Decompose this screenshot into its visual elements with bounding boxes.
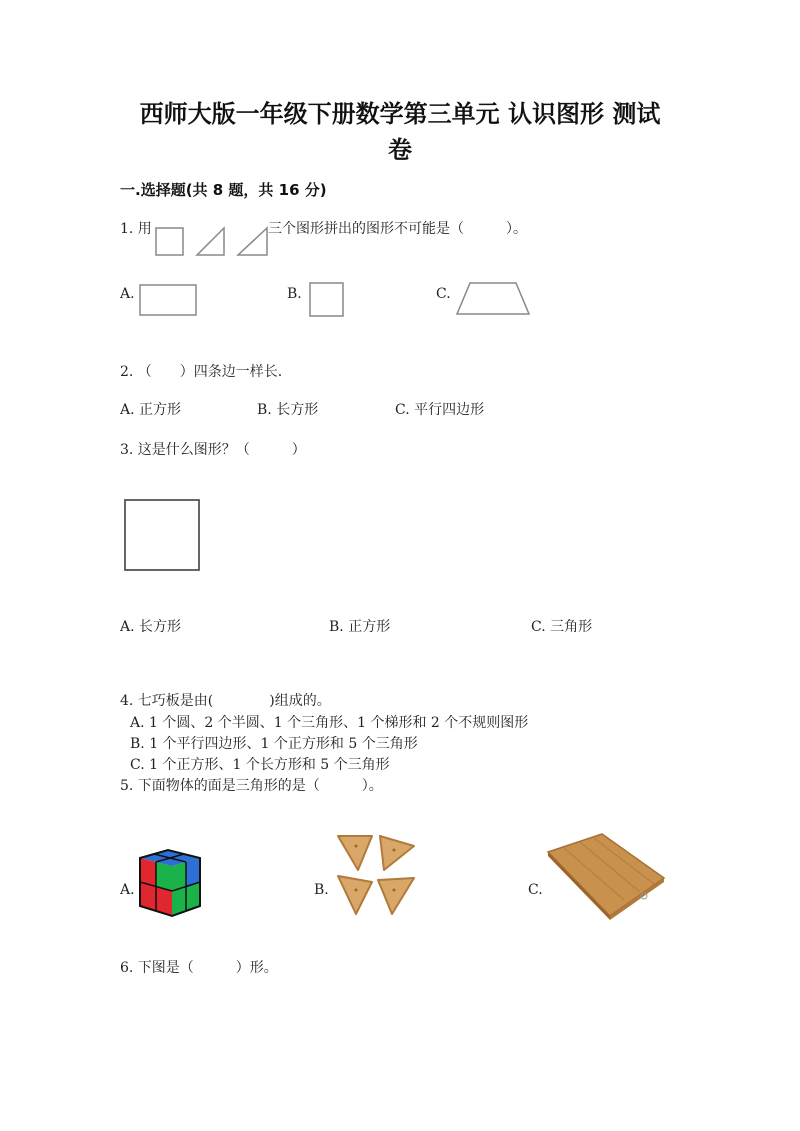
q1-option-c-label: C. — [436, 286, 451, 302]
q5-option-a-label: A. — [120, 882, 135, 898]
q1-prefix: 1. 用 — [120, 221, 152, 237]
q5-stem: 5. 下面物体的面是三角形的是（ ）。 — [120, 778, 383, 794]
q1-option-a-label: A. — [120, 286, 135, 302]
q2-option-c: C. 平行四边形 — [395, 402, 485, 418]
q1-option-b-square — [307, 280, 347, 318]
q1-option-a-rectangle — [138, 282, 200, 318]
q1-square-shape — [156, 228, 183, 255]
q3-stem: 3. 这是什么图形？（ ） — [120, 442, 306, 458]
q5-option-a-rubiks-cube-image — [134, 846, 206, 922]
q5-option-c-cutting-board-image — [544, 830, 668, 922]
q1-triangle-shape-2 — [238, 228, 267, 255]
q4-option-b: B. 1 个平行四边形、1 个正方形和 5 个三角形 — [130, 736, 418, 752]
q3-square-figure — [122, 497, 204, 575]
q5-option-c-label: C. — [528, 882, 543, 898]
section-heading: 一.选择题(共 8 题，共 16 分) — [120, 181, 327, 199]
q2-stem: 2. （ ）四条边一样长. — [120, 364, 283, 380]
q1-option-b-label: B. — [287, 286, 302, 302]
title-line-1: 西师大版一年级下册数学第三单元 认识图形 测试 — [139, 100, 661, 128]
q1-triangle-shape-1 — [197, 228, 224, 255]
q1-suffix: 三个图形拼出的图形不可能是（ ）。 — [268, 221, 527, 237]
q2-option-b: B. 长方形 — [257, 402, 319, 418]
q4-option-c: C. 1 个正方形、1 个长方形和 5 个三角形 — [130, 757, 390, 773]
q4-stem: 4. 七巧板是由( )组成的。 — [120, 693, 331, 709]
q3-option-a: A. 长方形 — [120, 619, 182, 635]
q2-option-a: A. 正方形 — [120, 402, 182, 418]
q5-option-b-triangle-biscuits-image — [334, 830, 418, 918]
q1-option-c-trapezoid — [454, 280, 534, 318]
q5-option-b-label: B. — [314, 882, 329, 898]
q3-option-c: C. 三角形 — [531, 619, 593, 635]
q6-stem: 6. 下图是（ ）形。 — [120, 960, 278, 976]
title-line-2: 卷 — [388, 136, 412, 164]
page-title — [120, 96, 680, 168]
q3-option-b: B. 正方形 — [329, 619, 391, 635]
q4-option-a: A. 1 个圆、2 个半圆、1 个三角形、1 个梯形和 2 个不规则图形 — [130, 715, 529, 731]
q1-shapes-figure — [150, 224, 275, 260]
